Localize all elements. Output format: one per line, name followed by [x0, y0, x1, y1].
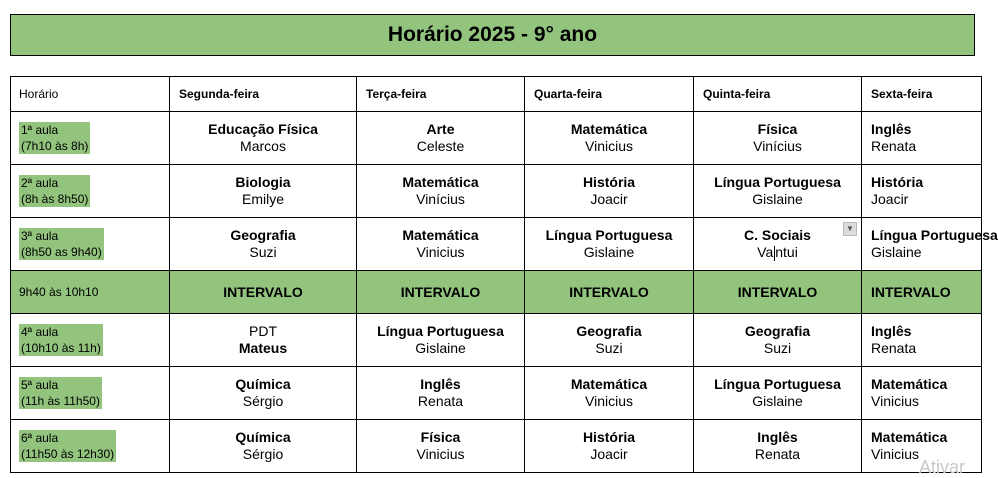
- header-wednesday[interactable]: Quarta-feira: [525, 77, 694, 112]
- subject: Matemática: [871, 429, 948, 445]
- period-row-3: [11, 218, 982, 271]
- subject: Língua Portuguesa: [377, 323, 504, 339]
- subject: Geografia: [576, 323, 642, 339]
- subject: Matemática: [570, 121, 648, 137]
- period-time-cell[interactable]: [11, 165, 170, 218]
- schedule-title[interactable]: Horário 2025 - 9° ano: [10, 14, 975, 56]
- teacher: Vinicius: [585, 393, 633, 409]
- class-cell[interactable]: [170, 420, 357, 473]
- teacher: Gislaine: [583, 244, 635, 260]
- period-label: 6ª aula (11h50 às 12h30): [21, 430, 115, 461]
- period-time-cell[interactable]: [11, 367, 170, 420]
- teacher: Suzi: [763, 340, 792, 356]
- teacher: Joacir: [871, 191, 909, 207]
- subject: Matemática: [570, 376, 648, 392]
- period-time-cell[interactable]: [11, 420, 170, 473]
- activation-watermark: Ativar: [918, 457, 965, 477]
- teacher: Gislaine: [871, 244, 922, 260]
- teacher: Vinicius: [585, 138, 633, 154]
- teacher: Va ntui: [757, 244, 798, 260]
- subject: Inglês: [757, 429, 798, 445]
- teacher: Renata: [871, 138, 917, 154]
- class-cell[interactable]: [357, 165, 525, 218]
- subject: Língua Portuguesa: [871, 227, 998, 243]
- class-cell[interactable]: [862, 314, 982, 367]
- class-cell[interactable]: [170, 314, 357, 367]
- class-cell[interactable]: [170, 165, 357, 218]
- subject: Língua Portuguesa: [545, 227, 673, 243]
- subject: Química: [235, 376, 291, 392]
- subject: C. Sociais: [744, 227, 811, 243]
- teacher: Marcos: [240, 138, 286, 154]
- teacher: Vinícius: [753, 138, 802, 154]
- class-cell[interactable]: [525, 314, 694, 367]
- subject: Inglês: [871, 323, 912, 339]
- header-time[interactable]: Horário: [11, 77, 170, 112]
- schedule-table: [10, 76, 998, 473]
- teacher: Vinícius: [416, 191, 465, 207]
- teacher: Vinicius: [871, 446, 919, 462]
- class-cell[interactable]: [357, 314, 525, 367]
- period-time-cell[interactable]: [11, 314, 170, 367]
- class-cell[interactable]: [862, 165, 982, 218]
- period-label: 5ª aula (11h às 11h50): [21, 377, 100, 408]
- class-cell[interactable]: [862, 218, 998, 271]
- class-cell[interactable]: [170, 367, 357, 420]
- period-time-cell[interactable]: [11, 218, 170, 271]
- period-label: 3ª aula (8h50 as 9h40): [21, 228, 102, 259]
- teacher: Suzi: [249, 244, 277, 260]
- break-cell[interactable]: INTERVALO: [862, 271, 982, 314]
- subject: Inglês: [871, 121, 912, 137]
- class-cell[interactable]: [525, 218, 694, 271]
- teacher: Gislaine: [752, 191, 803, 207]
- teacher: Vinicius: [871, 393, 919, 409]
- class-cell[interactable]: [357, 420, 525, 473]
- break-cell[interactable]: INTERVALO: [694, 271, 862, 314]
- period-row-4: [11, 314, 982, 367]
- subject: Arte: [426, 121, 455, 137]
- period-label: 4ª aula (10h10 às 11h): [21, 324, 101, 355]
- break-cell[interactable]: INTERVALO: [357, 271, 525, 314]
- period-label: 2ª aula (8h às 8h50): [21, 175, 89, 206]
- class-cell[interactable]: [170, 218, 357, 271]
- class-cell[interactable]: [862, 112, 982, 165]
- class-cell[interactable]: [525, 112, 694, 165]
- break-row: [11, 271, 982, 314]
- teacher: Joacir: [590, 191, 628, 207]
- subject: Geografia: [744, 323, 811, 339]
- class-cell[interactable]: [694, 112, 862, 165]
- subject: Física: [420, 429, 461, 445]
- teacher: Vinicius: [416, 244, 465, 260]
- subject: História: [582, 174, 636, 190]
- subject: História: [582, 429, 636, 445]
- class-cell-selected[interactable]: [694, 218, 862, 271]
- class-cell[interactable]: [694, 367, 862, 420]
- teacher: Suzi: [595, 340, 623, 356]
- teacher: Mateus: [238, 340, 288, 356]
- subject: PDT: [249, 323, 277, 339]
- subject: Matemática: [402, 174, 479, 190]
- class-cell[interactable]: [525, 420, 694, 473]
- class-cell[interactable]: [525, 165, 694, 218]
- subject: Matemática: [402, 227, 479, 243]
- break-cell[interactable]: INTERVALO: [170, 271, 357, 314]
- period-row-1: [11, 112, 982, 165]
- class-cell[interactable]: [170, 112, 357, 165]
- header-friday[interactable]: Sexta-feira: [862, 77, 982, 112]
- subject: Geografia: [230, 227, 296, 243]
- header-thursday[interactable]: Quinta-feira: [694, 77, 862, 112]
- teacher: Renata: [754, 446, 801, 462]
- teacher: Joacir: [590, 446, 628, 462]
- class-cell[interactable]: [862, 367, 982, 420]
- break-cell[interactable]: INTERVALO: [525, 271, 694, 314]
- period-time-cell[interactable]: [11, 112, 170, 165]
- subject: Física: [757, 121, 798, 137]
- teacher: Gislaine: [752, 393, 803, 409]
- break-time[interactable]: 9h40 às 10h10: [11, 271, 170, 314]
- period-row-5: [11, 367, 982, 420]
- period-label: 1ª aula (7h10 às 8h): [21, 122, 89, 153]
- subject: Biologia: [235, 174, 291, 190]
- teacher: Sérgio: [242, 393, 284, 409]
- class-cell[interactable]: [357, 218, 525, 271]
- period-row-2: [11, 165, 982, 218]
- period-row-6: [11, 420, 982, 473]
- subject: Língua Portuguesa: [714, 174, 841, 190]
- class-cell[interactable]: [357, 367, 525, 420]
- teacher: Emilye: [241, 191, 284, 207]
- class-cell[interactable]: [357, 112, 525, 165]
- class-cell[interactable]: [694, 420, 862, 473]
- subject: Química: [235, 429, 291, 445]
- teacher: Celeste: [416, 138, 465, 154]
- teacher: Sérgio: [242, 446, 284, 462]
- teacher: Renata: [871, 340, 917, 356]
- subject: Inglês: [420, 376, 461, 392]
- subject: História: [871, 174, 924, 190]
- chevron-down-icon[interactable]: ▼: [843, 222, 857, 236]
- subject: Educação Física: [208, 121, 318, 137]
- class-cell[interactable]: [694, 165, 862, 218]
- header-monday[interactable]: Segunda-feira: [170, 77, 357, 112]
- teacher: Vinicius: [416, 446, 465, 462]
- subject: Matemática: [871, 376, 948, 392]
- teacher: Gislaine: [415, 340, 466, 356]
- subject: Língua Portuguesa: [714, 376, 841, 392]
- header-row: [11, 77, 982, 112]
- teacher: Renata: [417, 393, 464, 409]
- class-cell[interactable]: [694, 314, 862, 367]
- class-cell[interactable]: [525, 367, 694, 420]
- header-tuesday[interactable]: Terça-feira: [357, 77, 525, 112]
